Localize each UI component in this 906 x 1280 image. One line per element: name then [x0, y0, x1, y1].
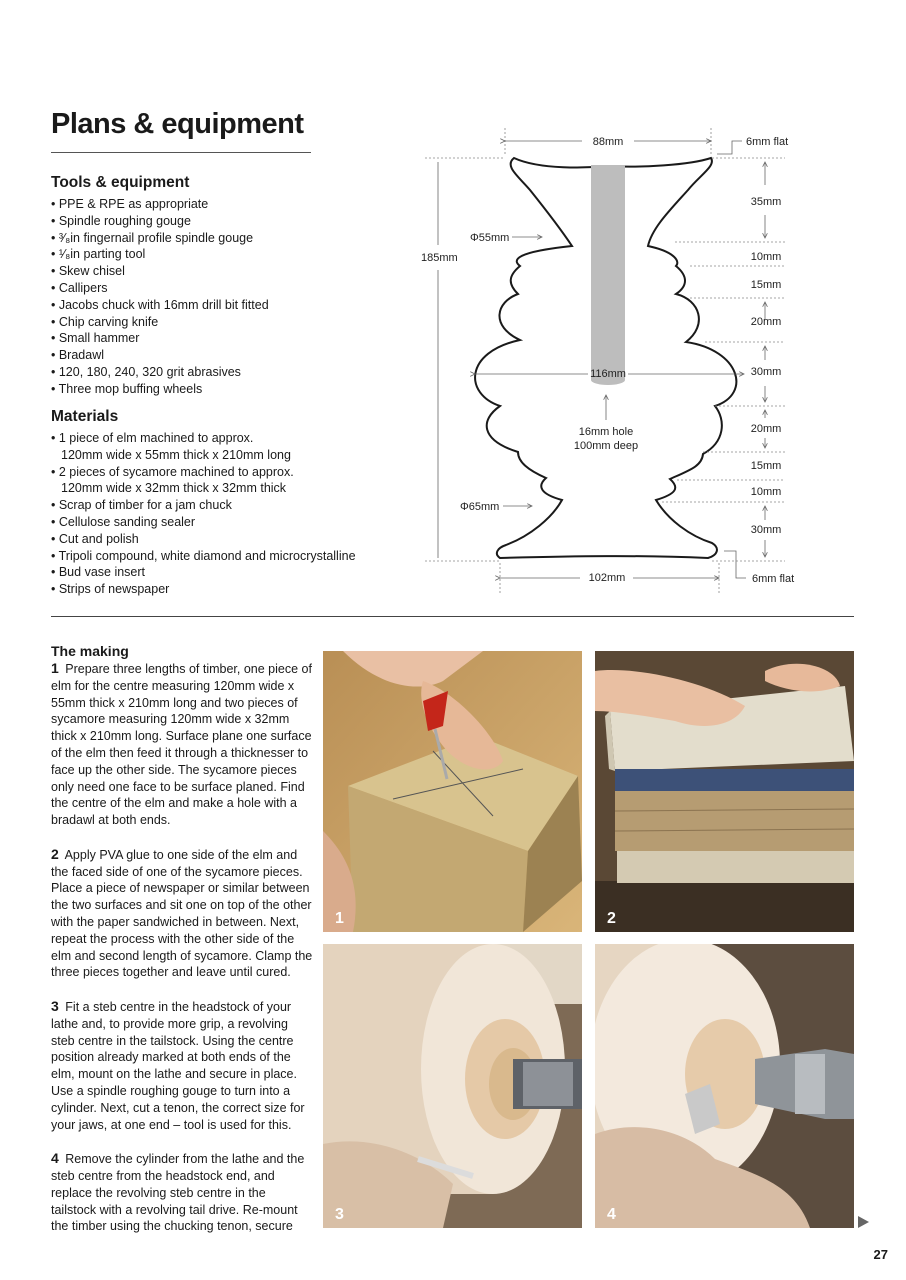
dim-base-width: 102mm	[588, 572, 626, 584]
list-item: • Callipers	[51, 280, 108, 295]
page-number: 27	[873, 1247, 888, 1262]
dim-neck-diameter: Φ55mm	[470, 232, 510, 244]
dim-height: 185mm	[421, 252, 458, 264]
photo-label: 1	[335, 910, 344, 927]
dim-right-4: 30mm	[750, 366, 782, 378]
making-steps	[51, 642, 313, 1252]
photo-label: 2	[607, 910, 616, 927]
step-1	[51, 660, 313, 829]
step-text: Apply PVA glue to one side of the elm and the faced side of one of the sycamore pieces. Place a piece of newspaper or similar between the two surfaces and sit one on top of the other with the paper sandwiched in between. Next, repeat the process with the other side of the elm and second length of sycamore. Clamp the three pieces together and leave until cured.	[51, 847, 313, 980]
making-heading: The making	[51, 643, 129, 659]
list-item: 120mm wide x 55mm thick x 210mm long	[61, 447, 291, 462]
dim-right-6: 15mm	[750, 460, 782, 472]
list-item: • 2 pieces of sycamore machined to approx.	[51, 464, 294, 479]
list-item: • Bradawl	[51, 348, 105, 363]
dim-hole-depth: 100mm deep	[573, 440, 639, 452]
title-divider	[51, 152, 311, 153]
vase-plan-diagram	[418, 125, 818, 605]
tools-heading: Tools & equipment	[51, 174, 190, 191]
dim-right-5: 20mm	[750, 423, 782, 435]
step-number: 2	[51, 845, 59, 862]
step-text: Prepare three lengths of timber, one piece of elm for the centre measuring 120mm wide x 55mm thick x 210mm long and two pieces of sycamore measuring 120mm wide x 32mm thick x 210mm long. Surface plane one surface of the elm then feed it through a thicknesser to face up the other side. The sycamore pieces only need one face to be surface planed. Find the centre of the elm and make a hole with a bradawl at both ends.	[51, 662, 312, 828]
page-title: Plans & equipment	[51, 108, 304, 140]
list-item: • Jacobs chuck with 16mm drill bit fitted	[51, 297, 269, 312]
dim-top-width: 88mm	[592, 136, 624, 148]
list-item: • Chip carving knife	[51, 314, 159, 329]
step-text: Fit a steb centre in the headstock of your lathe and, to provide more grip, a revolving steb centre in the tailstock. Using the centre position already marked at both ends of the elm, mount on the lathe and secure in place. Use a spindle roughing gouge to turn into a cylinder. Next, cut a tenon, the correct size for your jaws, at one end – tool is used for this.	[51, 999, 305, 1132]
dim-max-width: 116mm	[590, 368, 626, 380]
dim-right-2: 15mm	[750, 279, 782, 291]
step-2	[51, 846, 313, 981]
materials-heading: Materials	[51, 408, 119, 425]
photo-3	[323, 944, 582, 1228]
photo-label: 4	[607, 1206, 616, 1223]
list-item: • Small hammer	[51, 331, 140, 346]
next-page-arrow-icon	[858, 1216, 869, 1228]
materials-list	[51, 430, 356, 598]
hole-shaft	[591, 165, 625, 380]
dim-right-3: 20mm	[750, 316, 782, 328]
dim-bottom-flat: 6mm flat	[752, 573, 795, 585]
dim-base-diameter: Φ65mm	[460, 501, 500, 513]
step-number: 1	[51, 660, 59, 676]
list-item: • Spindle roughing gouge	[51, 213, 191, 228]
list-item: • 1 piece of elm machined to approx.	[51, 431, 254, 445]
step-4	[51, 1150, 313, 1235]
dim-right-1: 10mm	[750, 251, 782, 263]
step-number: 4	[51, 1150, 59, 1167]
list-item: • PPE & RPE as appropriate	[51, 197, 209, 211]
list-item: • Cellulose sanding sealer	[51, 514, 196, 529]
list-item: • Strips of newspaper	[51, 582, 170, 597]
list-item: • Cut and polish	[51, 531, 139, 546]
list-item: • Skew chisel	[51, 264, 125, 279]
dim-right-7: 10mm	[750, 486, 782, 498]
step-text: Remove the cylinder from the lathe and the steb centre from the headstock end, and replace the revolving steb centre in the tailstock with a revolving tail drive. Re-mount the timber using the chucking tenon, secure	[51, 1152, 305, 1234]
dim-right-8: 30mm	[750, 524, 782, 536]
dim-hole: 16mm hole	[578, 426, 634, 438]
step-number: 3	[51, 997, 59, 1014]
photo-label: 3	[335, 1206, 344, 1223]
list-item: • Bud vase insert	[51, 565, 146, 580]
photo-1	[323, 651, 582, 932]
list-item: • ¹⁄₈in parting tool	[51, 247, 146, 262]
photo-2	[595, 651, 854, 932]
dim-right-0: 35mm	[750, 196, 782, 208]
step-3	[51, 998, 313, 1133]
photo-4	[595, 944, 854, 1228]
list-item: 120mm wide x 32mm thick x 32mm thick	[61, 481, 287, 496]
list-item: • Scrap of timber for a jam chuck	[51, 498, 232, 513]
list-item: • 120, 180, 240, 320 grit abrasives	[51, 364, 241, 379]
list-item: • Tripoli compound, white diamond and microcrystalline	[51, 548, 356, 563]
section-divider	[51, 616, 854, 617]
list-item: • Three mop buffing wheels	[51, 381, 203, 396]
list-item: • ³⁄₈in fingernail profile spindle gouge	[51, 230, 254, 245]
tools-list	[51, 196, 269, 398]
dim-top-flat: 6mm flat	[746, 136, 789, 148]
